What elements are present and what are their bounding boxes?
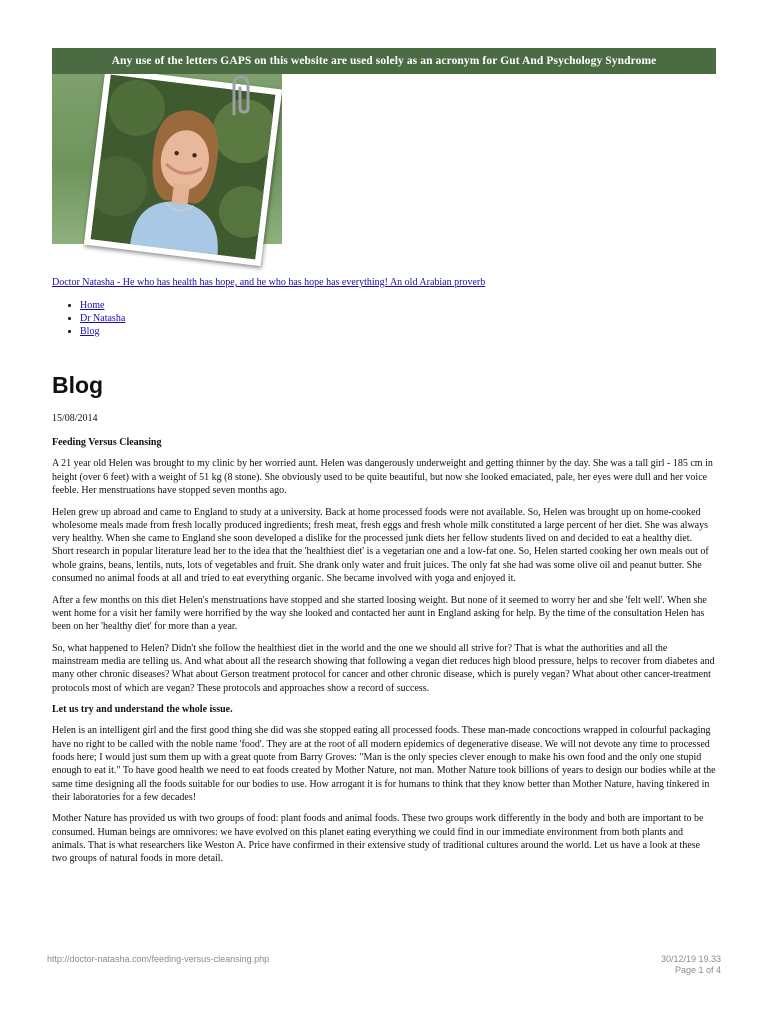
article-paragraph: Helen is an intelligent girl and the first good thing she did was she stopped eating all processed foods. These man-made concoctions wrapped in colourful packaging have no right to be called with the noble name 'food'. They are at the root of all modern epidemics of degenerative disease. We will not devote any time to processed foods here; I would just sum them up with a great quote from Barry Groves: "Man is the only species clever enough to make his own food and the only one stupid enough to eat it." To have good health we need to eat foods created by Mother Nature, not man. Mother Nature took billions of years to design our bodies while at the same time designing all the foods suitable for our bodies to use. How arrogant it is for humans to think that they know better than Mother Nature, having tinkered in their laboratories for a few decades! <box>52 725 716 803</box>
nav-item-blog <box>80 325 125 338</box>
page-number: Page 1 of 4 <box>674 965 721 975</box>
post-date: 15/08/2014 <box>52 413 98 424</box>
header-photo <box>52 74 282 272</box>
print-footer-url: http://doctor-natasha.com/feeding-versus-cleansing.php <box>47 954 270 964</box>
article-paragraph: A 21 year old Helen was brought to my clinic by her worried aunt. Helen was dangerously underweight and getting thinner by the day. She was a tall girl - 185 cm in height (over 6 feet) with a weight of 51 kg (8 stone). She obviously used to be quite beautiful, but now she looked emaciated, pale, her eyes were dull and her voice feeble. Her menstruations have stopped seven months ago. <box>52 458 713 497</box>
article-subheading: Let us try and understand the whole issue. <box>52 703 233 715</box>
print-footer-meta <box>661 954 721 976</box>
nav-item-dr-natasha <box>80 312 125 325</box>
nav-item-home <box>80 299 125 312</box>
gaps-disclaimer-banner <box>52 48 716 74</box>
article-body <box>52 436 716 874</box>
article-paragraph: Helen grew up abroad and came to England to study at a university. Back at home processed foods were not available. So, Helen was brought up on home-cooked wholesome meals made from fresh locally produced ingredients; fresh meat, fresh eggs and fresh whole milk constituted a large percent of her diet. She was always very healthy. When she came to England she soon developed a dislike for the processed junk diets her fellow students lived on and decided to eat a healthy diet. Short research in popular literature lead her to the idea that the 'healthiest diet' is a vegetarian one and a low-fat one. So, Helen started cooking her own meals out of whole grains, beans, lentils, nuts, lots of vegetables and fruit. She drank only water and fruit juices. The only fat she had was some olive oil and peanut butter. She consumed no animal foods at all and tried to eat everything organic. She became involved with yoga and enjoyed it. <box>52 506 709 585</box>
article-paragraph: After a few months on this diet Helen's menstruations have stopped and she started loosing weight. But none of it seemed to worry her and she 'felt well'. When she went home for a visit her family were horrified by the way she looked and contacted her aunt in England asking for help. By the time of the consultation Helen has been on her 'healthy diet' for more than a year. <box>52 594 707 633</box>
article-paragraph: So, what happened to Helen? Didn't she follow the healthiest diet in the world and the one we should all strive for? That is what the authorities and all the mainstream media are telling us. And what about all the research showing that following a vegan diet reduces high blood pressure, helps to recover from diabetes and many other chronic diseases? What about Gerson treatment protocol for cancer and other chronic disease, which is purely vegan? What about other cancer-treatment protocols most of which are vegan? These protocols and approaches show a record of success. <box>52 642 715 694</box>
nav-link-dr-natasha[interactable]: Dr Natasha <box>80 313 126 324</box>
article-paragraph: Mother Nature has provided us with two groups of food: plant foods and animal foods. These two groups work differently in the body and both are important to be consumed. Human beings are omnivores: we have evolved on this planet eating everything we could find in our immediate environment from both plants and animals. That is what researchers like Weston A. Price have confirmed in their extensive study of traditional cultures around the world. Let us have a look at these two groups of natural foods in more detail. <box>52 813 704 865</box>
page-title: Blog <box>52 372 104 398</box>
breadcrumb-nav <box>52 299 125 338</box>
print-timestamp: 30/12/19 19.33 <box>660 954 721 964</box>
nav-link-blog[interactable]: Blog <box>80 326 100 337</box>
doctor-natasha-tagline-link[interactable]: Doctor Natasha - He who has health has hope, and he who has hope has everything! An old Arabian proverb <box>52 277 486 288</box>
nav-link-home[interactable]: Home <box>80 300 105 311</box>
banner-text: Any use of the letters GAPS on this website are used solely as an acronym for Gut And Psychology Syndrome <box>111 55 657 67</box>
paperclip-icon <box>224 74 258 118</box>
article-title: Feeding Versus Cleansing <box>52 437 162 448</box>
